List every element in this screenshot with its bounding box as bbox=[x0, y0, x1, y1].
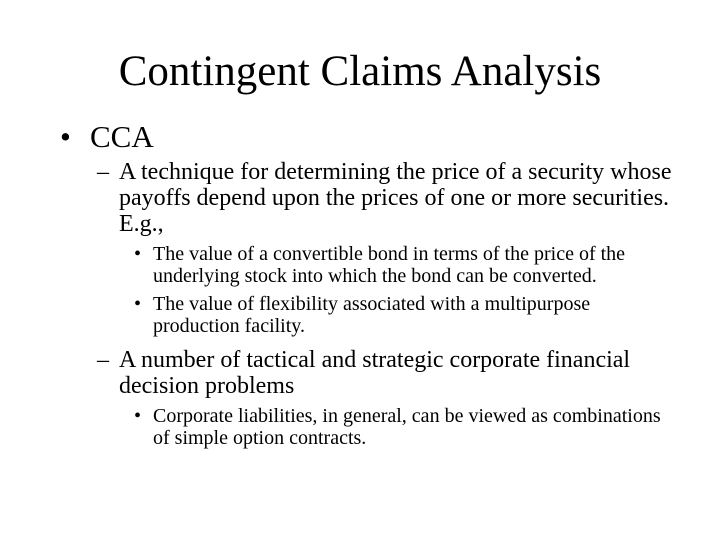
sub-sub-bullet-text: The value of flexibility associated with a multipurpose production facility. bbox=[153, 293, 591, 337]
bullet-text: CCA bbox=[90, 119, 154, 154]
sub-bullet-text: A technique for determining the price of a security whose payoffs depend upon the prices of one or more securities. E.g., bbox=[119, 159, 672, 237]
bullet-marker: • bbox=[134, 293, 142, 315]
bullet-cca bbox=[60, 120, 680, 154]
bullet-marker: • bbox=[134, 243, 142, 265]
dash-marker: – bbox=[97, 159, 109, 185]
sub-sub-bullet-convertible-bond bbox=[60, 243, 668, 287]
sub-sub-bullet-text: Corporate liabilities, in general, can be viewed as combinations of simple option contracts. bbox=[153, 405, 661, 449]
bullet-marker: • bbox=[60, 119, 71, 154]
sub-sub-bullet-corporate-liabilities bbox=[60, 405, 668, 449]
sub-bullet-decision-problems bbox=[60, 347, 679, 399]
sub-sub-bullet-text: The value of a convertible bond in terms of the price of the underlying stock into which the bond can be converted. bbox=[153, 243, 626, 287]
bullet-marker: • bbox=[134, 405, 142, 427]
sub-sub-bullet-flexibility bbox=[60, 293, 668, 337]
slide-title: Contingent Claims Analysis bbox=[118, 48, 602, 95]
sub-bullet-text: A number of tactical and strategic corporate financial decision problems bbox=[119, 347, 631, 399]
dash-marker: – bbox=[97, 347, 109, 373]
bullet-list bbox=[60, 120, 680, 449]
sub-bullet-technique bbox=[60, 159, 679, 237]
